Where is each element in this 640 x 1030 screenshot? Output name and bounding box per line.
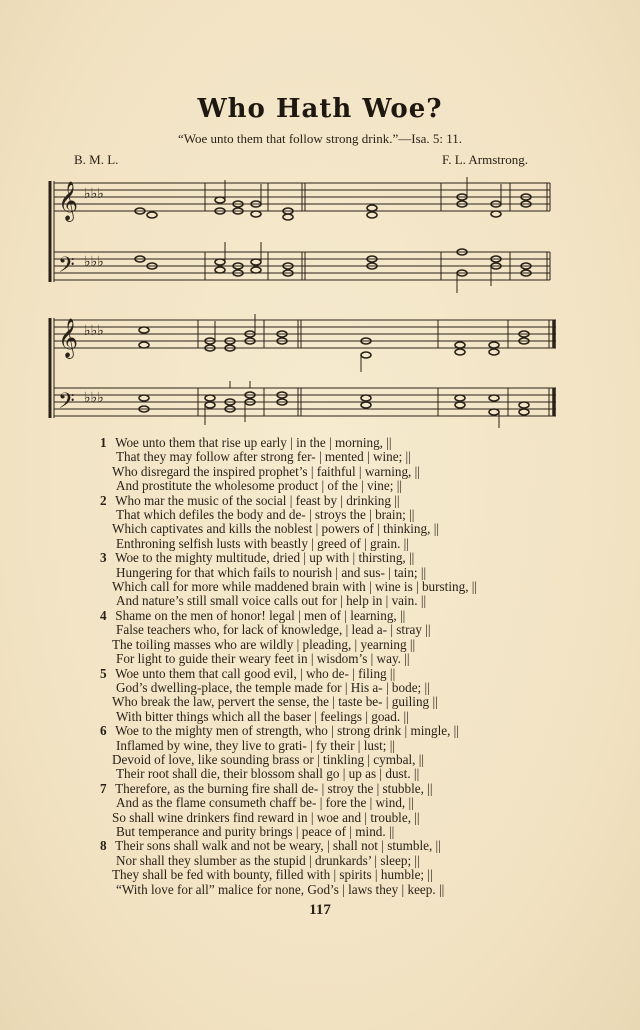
verse-line: 3 Woe to the mighty multitude, dried | up with | thirsting, ||: [100, 550, 415, 566]
verse-4: [100, 609, 570, 667]
hymn-title: Who Hath Woe?: [197, 94, 443, 124]
verse-line: Inflamed by wine, they live to grati- | fy their | lust; ||: [116, 737, 396, 753]
music-score: [0, 0, 640, 430]
verse-6: [100, 724, 570, 782]
verse-line: Their root shall die, their blossom shall go | up as | dust. ||: [116, 766, 420, 782]
key-signature-flats-icon: ♭♭♭: [84, 390, 104, 406]
verse-number: 7: [100, 780, 107, 796]
verse-line: Hungering for that which fails to nourish | and sus- | tain; ||: [116, 564, 427, 580]
words-credit: B. M. L.: [74, 152, 119, 167]
scripture-epigraph: “Woe unto them that follow strong drink.”—Isa. 5: 11.: [177, 131, 463, 146]
verse-line: 7 Therefore, as the burning fire shall de- | stroy the | stubble, ||: [100, 780, 433, 796]
verse-line: 2 Who mar the music of the social | feast by | drinking ||: [100, 492, 400, 508]
verse-line: “With love for all” malice for none, God’s | laws they | keep. ||: [116, 881, 445, 897]
verse-line: Which captivates and kills the noblest | powers of | thinking, ||: [112, 521, 439, 537]
treble-clef-icon: 𝄞: [58, 181, 79, 221]
key-signature-flats-icon: ♭♭♭: [84, 186, 104, 202]
verse-line: 4 Shame on the men of honor! legal | men of | learning, ||: [100, 607, 406, 623]
verse-number: 2: [100, 492, 107, 508]
system-2: [50, 318, 556, 418]
verse-line: Nor shall they slumber as the stupid | drunkards’ | sleep; ||: [116, 852, 420, 868]
music-credit: F. L. Armstrong.: [442, 152, 528, 167]
verse-line: And nature’s still small voice calls out for | help in | vain. ||: [116, 593, 427, 609]
verse-number: 4: [100, 607, 107, 623]
verse-line: 1 Woe unto them that rise up early | in the | morning, ||: [100, 435, 392, 450]
verse-7: [100, 782, 570, 840]
verse-8: [100, 839, 570, 897]
verse-number: 1: [100, 435, 107, 450]
bass-clef-icon: 𝄢: [58, 253, 75, 283]
verses: [100, 436, 570, 897]
verse-line: 6 Woe to the mighty men of strength, who | strong drink | mingle, ||: [100, 723, 459, 739]
verse-line: Who break the law, pervert the sense, the | taste be- | guiling ||: [112, 694, 438, 710]
verse-2: [100, 494, 570, 552]
verse-3: [100, 551, 570, 609]
treble-clef-icon: 𝄞: [58, 318, 79, 358]
verse-line: That which defiles the body and de- | stroys the | brain; ||: [116, 507, 415, 523]
verse-5: [100, 667, 570, 725]
verse-line: With bitter things which all the baser | feelings | goad. ||: [116, 708, 409, 724]
verse-line: God’s dwelling-place, the temple made for | His a- | bode; ||: [116, 679, 430, 695]
verse-line: Enthroning selfish lusts with beastly | greed of | grain. ||: [116, 535, 409, 551]
verse-number: 8: [100, 838, 107, 854]
verse-line: So shall wine drinkers find reward in | woe and | trouble, ||: [112, 809, 420, 825]
verse-line: 8 Their sons shall walk and not be weary, | shall not | stumble, ||: [100, 838, 441, 854]
verse-line: 5 Woe unto them that call good evil, | who de- | filing ||: [100, 665, 396, 681]
verse-line: The toiling masses who are wildly | pleading, | yearning ||: [112, 636, 416, 652]
verse-line: And prostitute the wholesome product | of the | vine; ||: [116, 478, 402, 494]
bass-staff-2: [54, 388, 556, 416]
key-signature-flats-icon: ♭♭♭: [84, 323, 104, 339]
verse-number: 6: [100, 723, 107, 739]
verse-line: False teachers who, for lack of knowledge, | lead a- | stray ||: [116, 622, 431, 638]
verse-1: [100, 436, 570, 494]
bass-clef-icon: 𝄢: [58, 389, 75, 419]
verse-line: For light to guide their weary feet in | wisdom’s | way. ||: [116, 651, 410, 667]
verse-number: 3: [100, 550, 107, 566]
verse-line: They shall be fed with bounty, filled with | spirits | humble; ||: [112, 867, 433, 883]
page-number: 117: [309, 902, 331, 918]
verse-line: And as the flame consumeth chaff be- | fore the | wind, ||: [116, 795, 414, 811]
verse-line: Which call for more while maddened brain with | wine is | bursting, ||: [112, 579, 478, 595]
verse-line: Who disregard the inspired prophet’s | faithful | warning, ||: [112, 463, 420, 479]
verse-line: But temperance and purity brings | peace of | mind. ||: [116, 823, 395, 839]
treble-staff-2: [54, 320, 556, 348]
system-1: [50, 181, 550, 282]
notes-system-1: [135, 194, 531, 276]
verse-line: That they may follow after strong fer- | mented | wine; ||: [116, 449, 411, 465]
key-signature-flats-icon: ♭♭♭: [84, 254, 104, 270]
verse-number: 5: [100, 665, 107, 681]
verse-line: Devoid of love, like sounding brass or | tinkling | cymbal, ||: [112, 751, 424, 767]
